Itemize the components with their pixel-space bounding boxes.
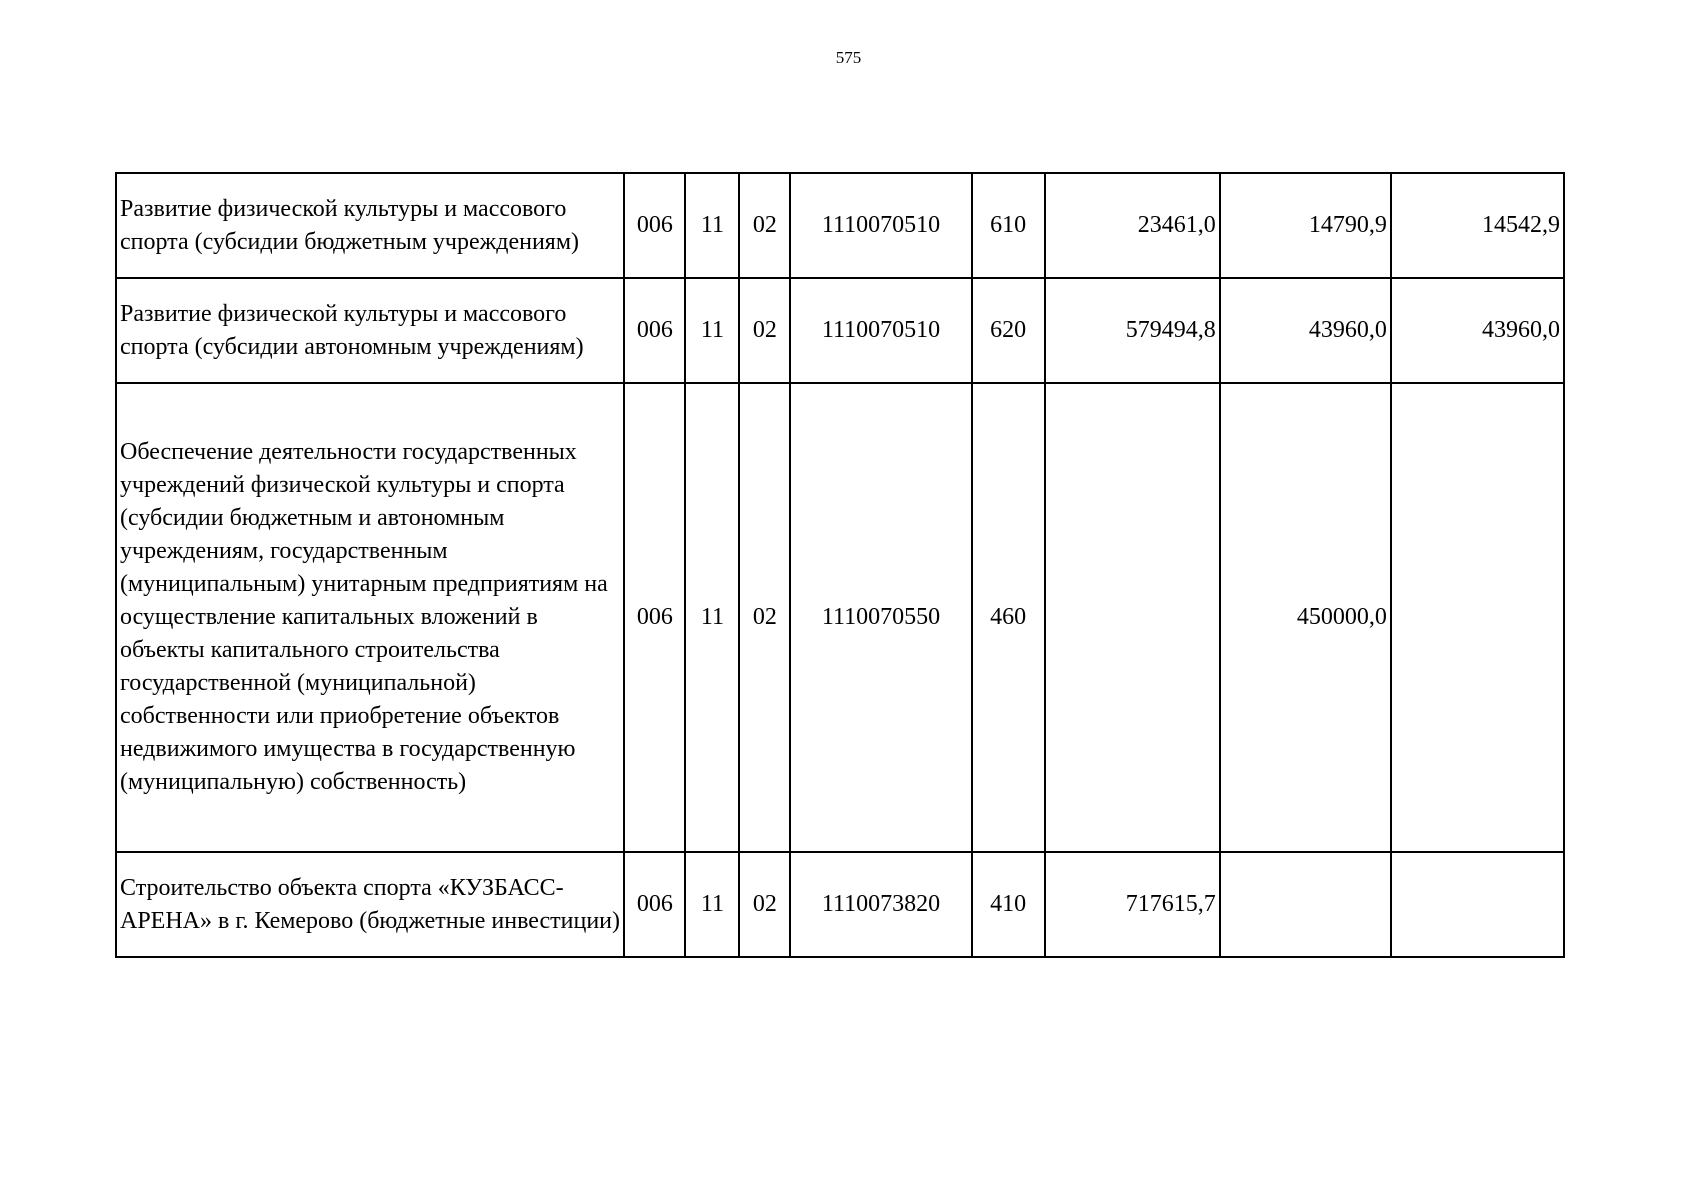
expense-type-cell: 410 bbox=[972, 852, 1045, 957]
ministry-code-cell: 006 bbox=[624, 278, 685, 383]
row-name-cell: Строительство объекта спорта «КУЗБАСС-АРЕНА» в г. Кемерово (бюджетные инвестиции) bbox=[116, 852, 624, 957]
expense-type-cell: 620 bbox=[972, 278, 1045, 383]
amount-2-cell: 43960,0 bbox=[1220, 278, 1391, 383]
budget-table bbox=[115, 172, 1565, 958]
amount-2-cell: 14790,9 bbox=[1220, 173, 1391, 278]
amount-2-cell bbox=[1220, 852, 1391, 957]
ministry-code-cell: 006 bbox=[624, 173, 685, 278]
table-row bbox=[116, 852, 1564, 957]
section-code-cell: 11 bbox=[685, 173, 739, 278]
amount-3-cell: 14542,9 bbox=[1391, 173, 1564, 278]
amount-1-cell: 579494,8 bbox=[1045, 278, 1220, 383]
amount-1-cell: 717615,7 bbox=[1045, 852, 1220, 957]
section-code-cell: 11 bbox=[685, 278, 739, 383]
row-name-cell: Обеспечение деятельности государственных учреждений физической культуры и спорта (субсидии бюджетным и автономным учреждениям, государственным (муниципальным) унитарным предприятиям на осуществление капитальных вложений в объекты капитального строительства государственной (муниципальной) собственности или приобретение объектов недвижимого имущества в государственную (муниципальную) собственность) bbox=[116, 383, 624, 852]
table-row bbox=[116, 278, 1564, 383]
subsection-code-cell: 02 bbox=[739, 383, 790, 852]
table-row bbox=[116, 383, 1564, 852]
amount-2-cell: 450000,0 bbox=[1220, 383, 1391, 852]
ministry-code-cell: 006 bbox=[624, 383, 685, 852]
amount-3-cell bbox=[1391, 383, 1564, 852]
row-name-cell: Развитие физической культуры и массового спорта (субсидии автономным учреждениям) bbox=[116, 278, 624, 383]
row-name-cell: Развитие физической культуры и массового спорта (субсидии бюджетным учреждениям) bbox=[116, 173, 624, 278]
ministry-code-cell: 006 bbox=[624, 852, 685, 957]
expense-type-cell: 460 bbox=[972, 383, 1045, 852]
target-article-cell: 1110073820 bbox=[790, 852, 971, 957]
subsection-code-cell: 02 bbox=[739, 173, 790, 278]
amount-3-cell bbox=[1391, 852, 1564, 957]
amount-1-cell bbox=[1045, 383, 1220, 852]
table-row bbox=[116, 173, 1564, 278]
page-number: 575 bbox=[835, 48, 862, 67]
target-article-cell: 1110070510 bbox=[790, 278, 971, 383]
subsection-code-cell: 02 bbox=[739, 852, 790, 957]
amount-1-cell: 23461,0 bbox=[1045, 173, 1220, 278]
target-article-cell: 1110070550 bbox=[790, 383, 971, 852]
section-code-cell: 11 bbox=[685, 383, 739, 852]
amount-3-cell: 43960,0 bbox=[1391, 278, 1564, 383]
section-code-cell: 11 bbox=[685, 852, 739, 957]
expense-type-cell: 610 bbox=[972, 173, 1045, 278]
target-article-cell: 1110070510 bbox=[790, 173, 971, 278]
subsection-code-cell: 02 bbox=[739, 278, 790, 383]
